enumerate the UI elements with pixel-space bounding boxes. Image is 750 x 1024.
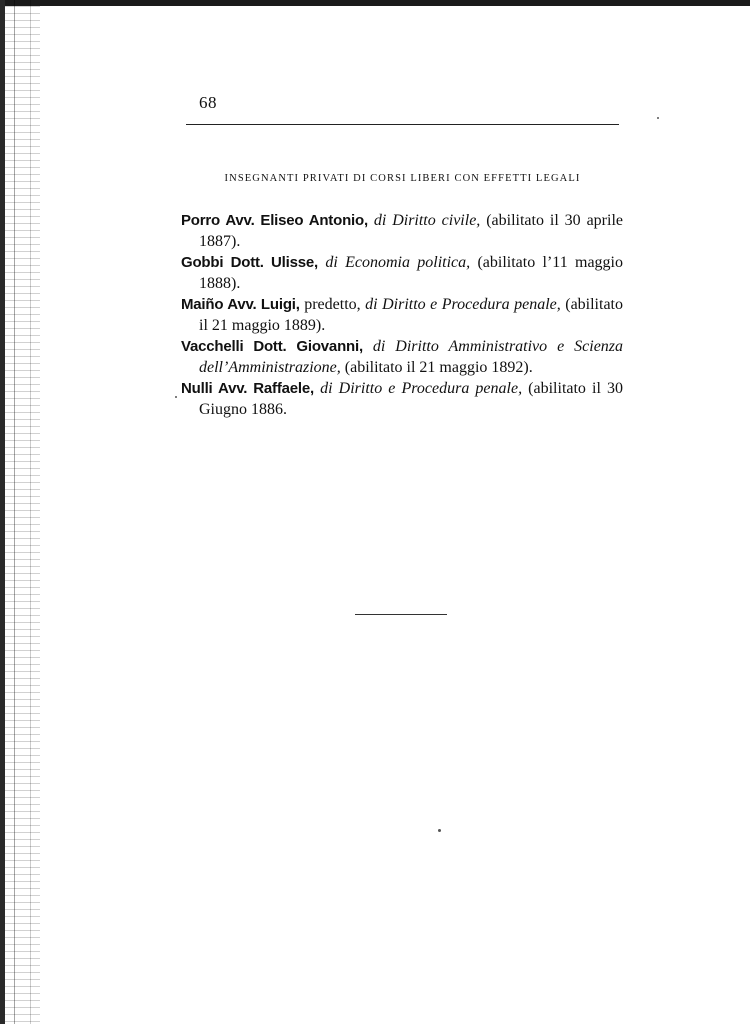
binding-edge	[0, 0, 5, 1024]
end-rule	[355, 614, 447, 615]
teacher-note: predetto,	[304, 296, 361, 313]
teacher-subject: di Diritto e Procedura penale,	[320, 380, 523, 397]
teacher-subject: di Economia politica,	[325, 254, 471, 271]
scan-speck	[175, 396, 177, 398]
qualification-date: (abilitato il 30 Giugno 1886.	[199, 380, 624, 418]
qualification-date: (abilitato il 30 aprile 1887).	[199, 212, 624, 250]
teacher-name: Gobbi Dott. Ulisse,	[181, 254, 318, 271]
scan-speck	[657, 117, 659, 119]
qualification-date: (abilitato il 21 maggio 1889).	[199, 296, 623, 334]
page-number: 68	[199, 93, 217, 112]
list-item	[181, 252, 623, 294]
teacher-name: Vacchelli Dott. Giovanni,	[181, 338, 363, 355]
qualification-date: (abilitato l’11 maggio 1888).	[199, 254, 624, 292]
binding-line	[30, 0, 31, 1024]
list-item	[181, 336, 623, 378]
teacher-name: Porro Avv. Eliseo Antonio,	[181, 212, 368, 229]
teacher-list	[181, 210, 623, 420]
qualification-date: (abilitato il 21 maggio 1892).	[344, 359, 533, 376]
teacher-subject: di Diritto e Procedura penale,	[365, 296, 561, 313]
teacher-name: Maiño Avv. Luigi,	[181, 296, 300, 313]
teacher-subject: di Diritto civile,	[373, 212, 481, 229]
list-item	[181, 294, 623, 336]
scan-top-border	[0, 0, 750, 6]
header-rule	[186, 124, 619, 125]
scan-speck	[438, 829, 441, 832]
scan-binding-margin	[0, 0, 40, 1024]
section-heading: INSEGNANTI PRIVATI DI CORSI LIBERI CON EFFETTI LEGALI	[224, 173, 581, 184]
list-item	[181, 210, 623, 252]
teacher-name: Nulli Avv. Raffaele,	[181, 380, 315, 397]
teacher-subject: di Diritto Amministrativo e Scienza dell’Amministrazione,	[199, 338, 624, 376]
list-item	[181, 378, 623, 420]
binding-line	[14, 0, 15, 1024]
